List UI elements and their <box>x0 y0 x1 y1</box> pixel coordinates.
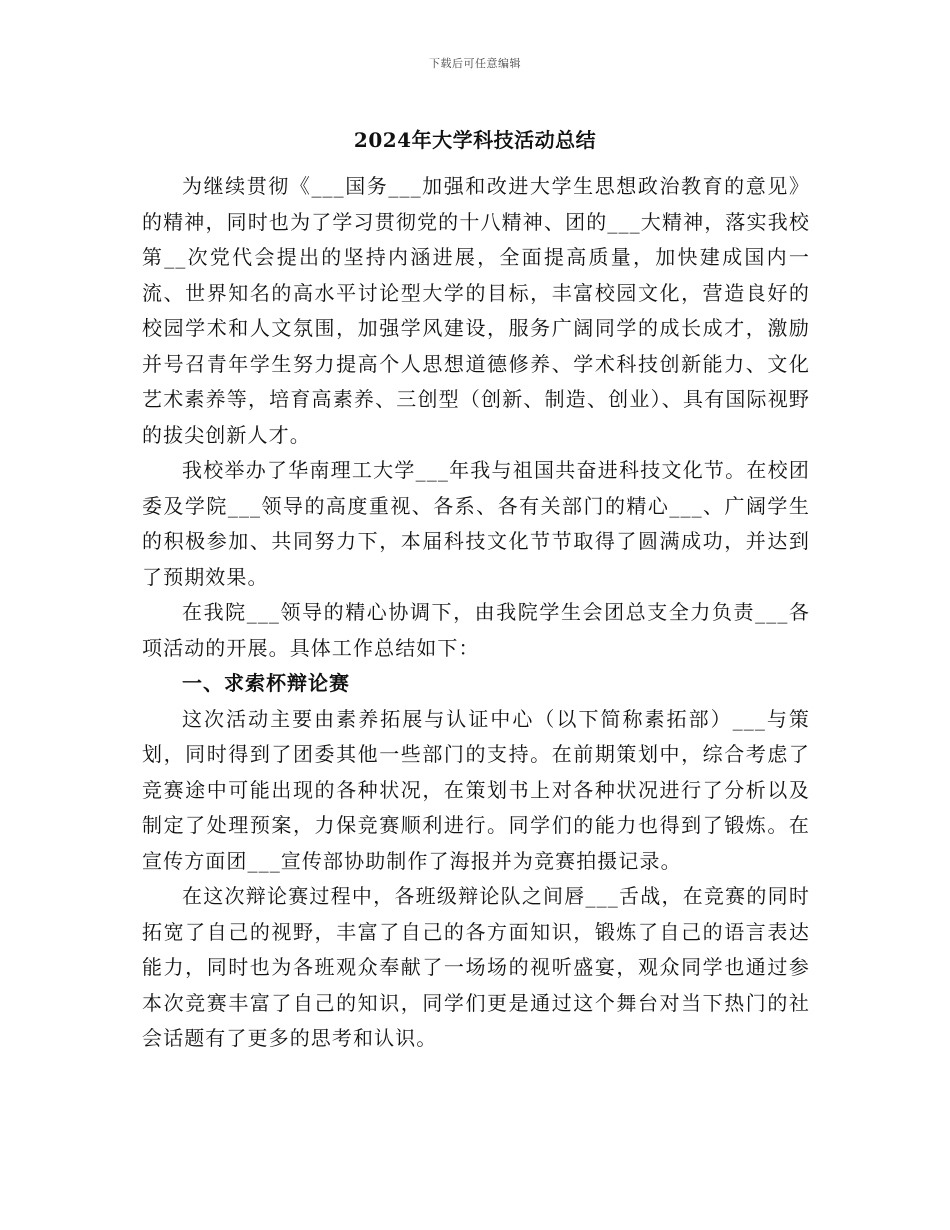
intro-paragraph-3: 在我院___领导的精心协调下，由我院学生会团总支全力负责___各项活动的开展。具体工作总结如下： <box>142 600 810 660</box>
section-heading-debate: 一、求索杯辩论赛 <box>182 671 350 695</box>
document-title: 2024年大学科技活动总结 <box>353 128 597 152</box>
intro-paragraph-1: 为继续贯彻《___国务___加强和改进大学生思想政治教育的意见》的精神，同时也为了学习贯彻党的十八精神、团的___大精神，落实我校第__次党代会提出的坚持内涵进展，全面提高质量，加快建成国内一流、世界知名的高水平讨论型大学的目标，丰富校园文化，营造良好的校园学术和人文氛围，加强学风建设，服务广阔同学的成长成才，激励并号召青年学生努力提高个人思想道德修养、学术科技创新能力、文化艺术素养等，培育高素养、三创型（创新、制造、创业）、具有国际视野的拔尖创新人才。 <box>142 174 810 447</box>
page-header-note: 下载后可任意编辑 <box>429 57 521 70</box>
intro-paragraph-2: 我校举办了华南理工大学___年我与祖国共奋进科技文化节。在校团委及学院___领导的高度重视、各系、各有关部门的精心___、广阔学生的积极参加、共同努力下，本届科技文化节节取得了圆满成功，并达到了预期效果。 <box>142 458 810 589</box>
document-body <box>142 169 810 1057</box>
debate-paragraph-1: 这次活动主要由素养拓展与认证中心（以下简称素拓部）___与策划，同时得到了团委其他一些部门的支持。在前期策划中，综合考虑了竞赛途中可能出现的各种状况，在策划书上对各种状况进行了分析以及制定了处理预案，力保竞赛顺利进行。同学们的能力也得到了锻炼。在宣传方面团___宣传部协助制作了海报并为竞赛拍摄记录。 <box>142 706 810 873</box>
debate-paragraph-2: 在这次辩论赛过程中，各班级辩论队之间唇___舌战，在竞赛的同时拓宽了自己的视野，丰富了自己的各方面知识，锻炼了自己的语言表达能力，同时也为各班观众奉献了一场场的视听盛宴，观众同学也通过参本次竞赛丰富了自己的知识，同学们更是通过这个舞台对当下热门的社会话题有了更多的思考和认识。 <box>142 884 810 1050</box>
